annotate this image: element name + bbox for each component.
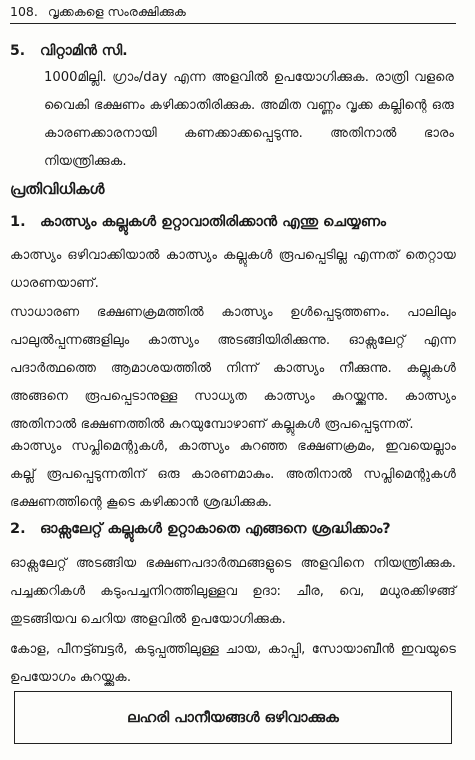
section-5-body: 1000മില്ലി. ഗ്രാം/day എന്ന അളവിൽ ഉപയോഗിക്കുക. രാത്രി വളരെ വൈകി ഭക്ഷണം കഴിക്കാതിരിക്കുക. അമിത വണ്ണം വൃക്ക കല്ലിന്റെ ഒരു കാരണക്കാരനായി കണക്കാക്കപ്പെടുന്നു. അതിനാൽ ഭാരം നിയന്ത്രിക്കുക.	[44, 70, 454, 169]
item-title: ഓക്സലേറ്റ് കല്ലുകൾ ഉറ്റാകാതെ എങ്ങനെ ശ്രദ്ധിക്കാം?	[40, 521, 391, 537]
item-2-paragraph-2: കോള, പീനട്ട്ബട്ടർ, കടുപ്പത്തിലുള്ള ചായ, കാപ്പി, സോയാബീൻ ഇവയുടെ ഉപയോഗം കുറയ്ക്കുക.	[10, 642, 456, 685]
boxed-heading-text: ലഹരി പാനീയങ്ങൾ ഒഴിവാക്കുക	[127, 709, 339, 726]
item-1-paragraph-3: കാത്സ്യം സപ്ലിമെന്റുകൾ, കാത്സ്യം കുറഞ്ഞ ഭക്ഷണക്രമം, ഇവയെല്ലാം കല്ല് രൂപപ്പെടുന്നതിന് ഒരു കാരണമാകും. അതിനാൽ സപ്ലിമെന്റുകൾ ഭക്ഷണത്തിന്റെ കൂടെ കഴിക്കാൻ ശ്രദ്ധിക്കുക.	[10, 439, 456, 510]
section-5-heading	[10, 43, 128, 59]
running-header	[10, 4, 456, 24]
item-number: 1.	[10, 214, 26, 230]
boxed-heading	[14, 691, 452, 744]
item-2-heading	[10, 521, 391, 537]
section-title: വിറ്റാമിൻ സി.	[40, 43, 128, 59]
item-title: കാത്സ്യം കല്ലുകൾ ഉറ്റാവാതിരിക്കാൻ എന്തു ചെയ്യണം	[40, 214, 386, 230]
page-number: 108.	[10, 4, 38, 19]
book-page	[10, 0, 460, 760]
remedies-heading: പ്രതിവിധികൾ	[10, 180, 105, 198]
book-title: വൃക്കകളെ സംരക്ഷിക്കുക	[47, 4, 186, 19]
section-number: 5.	[10, 43, 26, 59]
item-2-paragraph-1: ഓക്സലേറ്റ് അടങ്ങിയ ഭക്ഷണപദാർത്ഥങ്ങളുടെ അളവിനെ നിയന്ത്രിക്കുക. പച്ചക്കറികൾ കടുംപച്ചനിറത്തിലുള്ളവ ഉദാ: ചീര, വെ, മധുരക്കിഴങ്ങ് തുടങ്ങിയവ ചെറിയ അളവിൽ ഉപയോഗിക്കുക.	[10, 556, 456, 627]
item-1-paragraph-1: കാത്സ്യം ഒഴിവാക്കിയാൽ കാത്സ്യം കല്ലുകൾ രൂപപ്പെടില്ല എന്നത് തെറ്റായ ധാരണയാണ്.	[10, 248, 456, 291]
item-1-heading	[10, 214, 386, 230]
item-1-paragraph-2: സാധാരണ ഭക്ഷണക്രമത്തിൽ കാത്സ്യം ഉൾപ്പെടുത്തണം. പാലിലും പാലുൽപ്പന്നങ്ങളിലും കാത്സ്യം അടങ്ങിയിരിക്കുന്നു. ഓക്സലേറ്റ് എന്ന പദാർത്ഥത്തെ ആമാശയത്തിൽ നിന്ന് കാത്സ്യം നീക്കുന്നു. കല്ലുകൾ അങ്ങനെ രൂപപ്പെടാനുള്ള സാധ്യത കാത്സ്യം കുറയ്ക്കുന്നു. കാത്സ്യം അതിനാൽ ഭക്ഷണത്തിൽ കുറയുമ്പോഴാണ് കല്ലുകൾ രൂപപ്പെടുന്നത്.	[10, 305, 456, 432]
item-number: 2.	[10, 521, 26, 537]
